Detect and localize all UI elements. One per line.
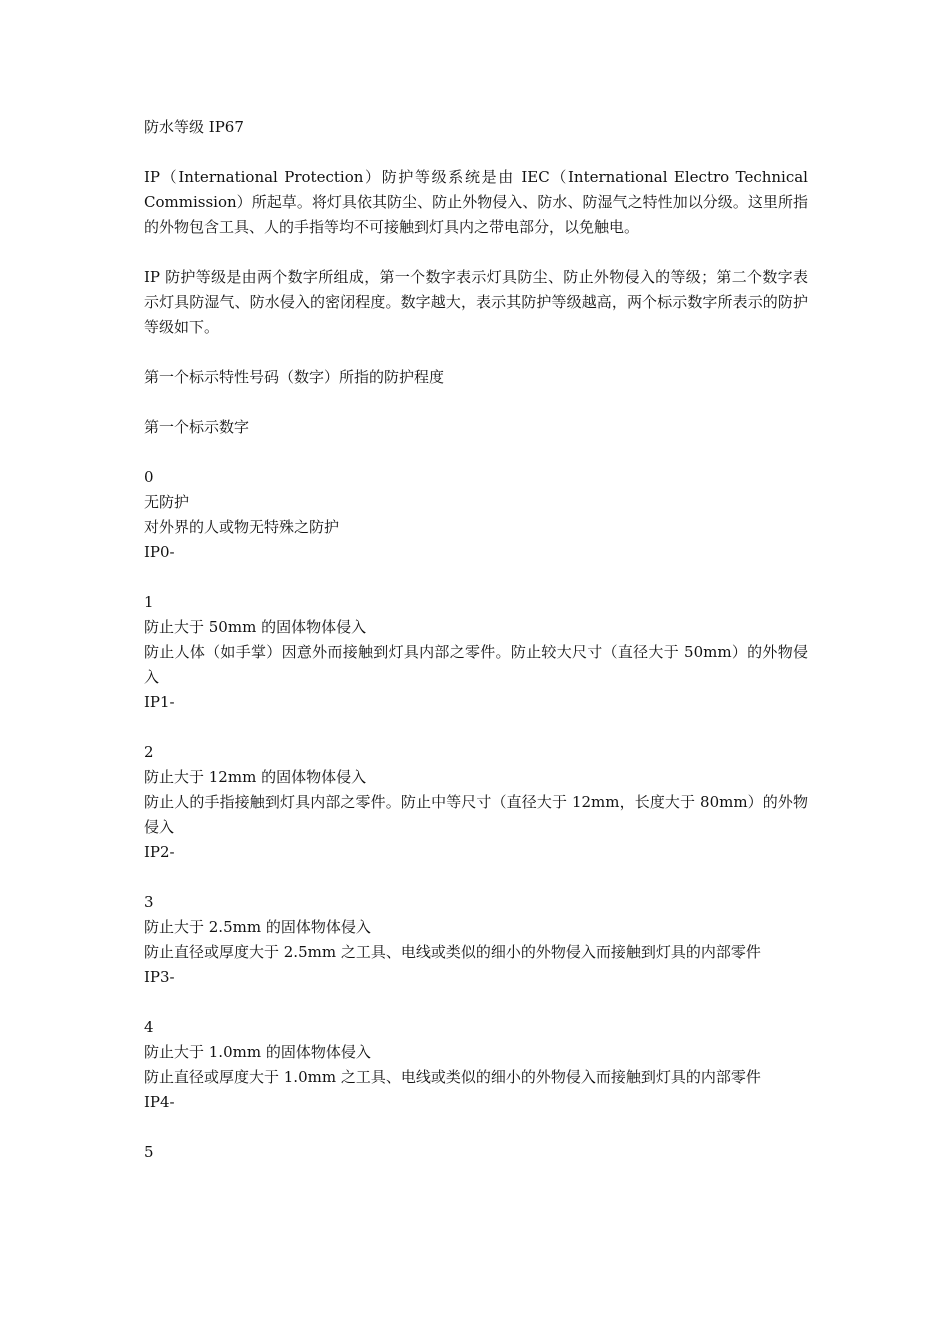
level-short: 防止大于 12mm 的固体物体侵入	[144, 768, 367, 786]
level-short: 防止大于 1.0mm 的固体物体侵入	[144, 1043, 371, 1061]
level-number: 4	[144, 1018, 154, 1036]
level-desc: 防止直径或厚度大于 2.5mm 之工具、电线或类似的细小的外物侵入而接触到灯具的内部零件	[144, 943, 761, 961]
level-item-0	[144, 465, 808, 565]
level-number: 0	[144, 468, 154, 486]
level-number: 1	[144, 593, 154, 611]
intro-paragraph-1: IP（International Protection）防护等级系统是由 IEC（International Electro Technical Commission）所起草。将灯具依其防尘、防止外物侵入、防水、防湿气之特性加以分级。这里所指的外物包含工具、人的手指等均不可接触到灯具内之带电部分，以免触电。	[144, 168, 808, 236]
level-code: IP4-	[144, 1093, 175, 1111]
level-number: 2	[144, 743, 154, 761]
level-short: 无防护	[144, 493, 190, 511]
level-short: 防止大于 50mm 的固体物体侵入	[144, 618, 367, 636]
level-desc: 防止人的手指接触到灯具内部之零件。防止中等尺寸（直径大于 12mm，长度大于 80mm）的外物侵入	[144, 793, 808, 836]
subheading: 第一个标示数字	[144, 418, 250, 436]
section-heading: 第一个标示特性号码（数字）所指的防护程度	[144, 368, 445, 386]
level-item-3	[144, 890, 808, 990]
level-item-2	[144, 740, 808, 865]
document-title: 防水等级 IP67	[144, 118, 244, 136]
document-page	[144, 115, 808, 1190]
level-item-5	[144, 1140, 808, 1165]
level-item-4	[144, 1015, 808, 1115]
level-desc: 对外界的人或物无特殊之防护	[144, 518, 340, 536]
level-desc: 防止人体（如手掌）因意外而接触到灯具内部之零件。防止较大尺寸（直径大于 50mm）的外物侵入	[144, 643, 808, 686]
level-number: 3	[144, 893, 154, 911]
intro-paragraph-2: IP 防护等级是由两个数字所组成，第一个数字表示灯具防尘、防止外物侵入的等级；第二个数字表示灯具防湿气、防水侵入的密闭程度。数字越大，表示其防护等级越高，两个标示数字所表示的防护等级如下。	[144, 268, 808, 336]
level-number: 5	[144, 1143, 154, 1161]
level-item-1	[144, 590, 808, 715]
level-code: IP0-	[144, 543, 175, 561]
level-code: IP1-	[144, 693, 175, 711]
level-desc: 防止直径或厚度大于 1.0mm 之工具、电线或类似的细小的外物侵入而接触到灯具的内部零件	[144, 1068, 761, 1086]
level-short: 防止大于 2.5mm 的固体物体侵入	[144, 918, 371, 936]
level-code: IP2-	[144, 843, 175, 861]
level-code: IP3-	[144, 968, 175, 986]
